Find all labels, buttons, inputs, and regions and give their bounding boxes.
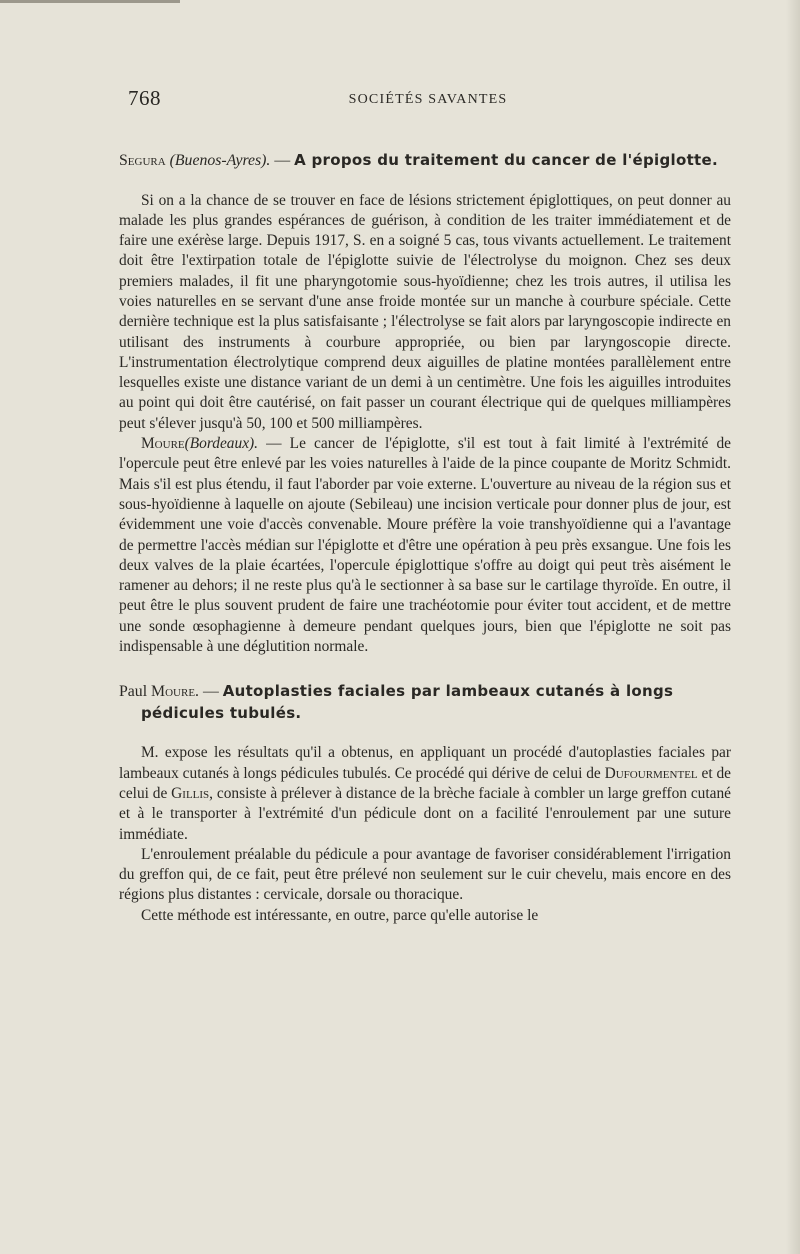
title-dash: — xyxy=(199,683,223,701)
cited-author: Dufourmentel xyxy=(604,764,698,782)
title-dash: — xyxy=(270,152,295,169)
entry-title-text: Autoplasties faciales par lambeaux cutanés à longs pédicules tubulés. xyxy=(141,682,674,722)
paragraph-text: M. expose les résultats qu'il a obtenus, en appliquant un procédé d'autoplasties faciales par lambeaux cutanés à longs pédicules tubulés. Ce procédé qui dérive de celui de xyxy=(119,744,731,782)
entry-title xyxy=(119,150,731,172)
entry-author: Segura xyxy=(119,152,166,169)
page-right-edge xyxy=(786,0,800,1254)
paragraph: Cette méthode est intéressante, en outre, parce qu'elle autorise le xyxy=(141,906,539,924)
running-head: SOCIÉTÉS SAVANTES xyxy=(348,92,508,107)
entry-author-first: Paul xyxy=(119,683,152,701)
page-number: 768 xyxy=(128,86,161,110)
paragraph-city: (Bordeaux). xyxy=(184,435,259,453)
paragraph xyxy=(119,743,731,844)
page-header xyxy=(128,86,728,116)
cited-author: Gillis xyxy=(171,784,210,802)
paragraph: Si on a la chance de se trouver en face de lésions strictement épiglottiques, on peut donner au malade les plus grandes espérances de guérison, à condition de les traiter immédiatement et de faire une exérèse large. Depuis 1917, S. en a soigné 5 cas, tous vivants actuellement. Le traitement doit être l'extirpation totale de l'épiglotte suivie de l'électrolyse du moignon. Chez ses deux premiers malades, il fit une pharyngotomie sous-hyoïdienne; chez les trois autres, il utilisa les voies naturelles en se servant d'une anse froide montée sur un manche à courbure spéciale. Cette dernière technique est la plus satisfaisante ; l'électrolyse se fait alors par laryngoscopie indirecte en utilisant des instruments à courbure appropriée, ou bien par laryngoscopie directe. L'instrumentation électrolytique comprend deux aiguilles de platine montées parallèlement entre lesquelles existe une distance variant de un demi à un centimètre. Une fois les aiguilles introduites au point qui doit être cautérisé, on fait passer un courant électrique qui de quelques milliampères peut s'élever jusqu'à 50, 100 et 500 milliampères. xyxy=(119,191,731,432)
paragraph xyxy=(119,434,731,657)
entry-city: (Buenos-Ayres). xyxy=(169,152,271,169)
entry-title xyxy=(119,681,731,724)
paragraph-text: — Le cancer de l'épiglotte, s'il est tout à fait limité à l'extrémité de l'opercule peut être enlevé par les voies naturelles à l'aide de la pince coupante de Moritz Schmidt. Mais s'il est plus étendu, il faut l'aborder par voie externe. L'ouverture au niveau de la région sus et sous-hyoïdienne à laquelle on ajoute (Sebileau) une incision verticale pour donner plus de jour, est évidemment une voie d'accès convenable. Moure préfère la voie transhyoïdienne qui a l'avantage de permettre l'accès médian sur l'épiglotte et d'être une opération à peu près exsangue. Une fois les deux valves de la plaie écartées, l'opercule épiglottique s'offre au doigt qui peut très aisément le ramener au dehors; il ne reste plus qu'à le sectionner à sa base sur le cartilage thyroïde. En outre, il peut être le plus souvent prudent de faire une trachéotomie pour éviter tout accident, et de mettre une sonde œsophagienne à demeure pendant quelques jours, bien que l'épiglotte ne soit pas indispensable à une déglutition normale. xyxy=(119,435,731,656)
entry-paul-moure xyxy=(119,681,731,926)
entry-author: Moure. xyxy=(151,683,199,701)
paragraph-text: , consiste à prélever à distance de la brèche faciale à combler un large greffon cutané et à le transporter à l'extrémité d'un pédicule dont on a facilité l'enroulement par une suture immédiate. xyxy=(119,784,731,843)
paragraph: L'enroulement préalable du pédicule a pour avantage de favoriser considérablement l'irrigation du greffon qui, de ce fait, peut être prélevé non seulement sur le cuir chevelu, mais encore en des régions plus distantes : cervicale, dorsale ou thoracique. xyxy=(119,845,731,904)
page-top-edge xyxy=(0,0,180,3)
paragraph-text: et de celui de xyxy=(119,764,731,802)
page-body xyxy=(119,150,731,926)
entry-title-text: A propos du traitement du cancer de l'épiglotte. xyxy=(294,151,718,169)
paragraph-author: Moure xyxy=(141,435,185,453)
entry-segura xyxy=(119,150,731,657)
